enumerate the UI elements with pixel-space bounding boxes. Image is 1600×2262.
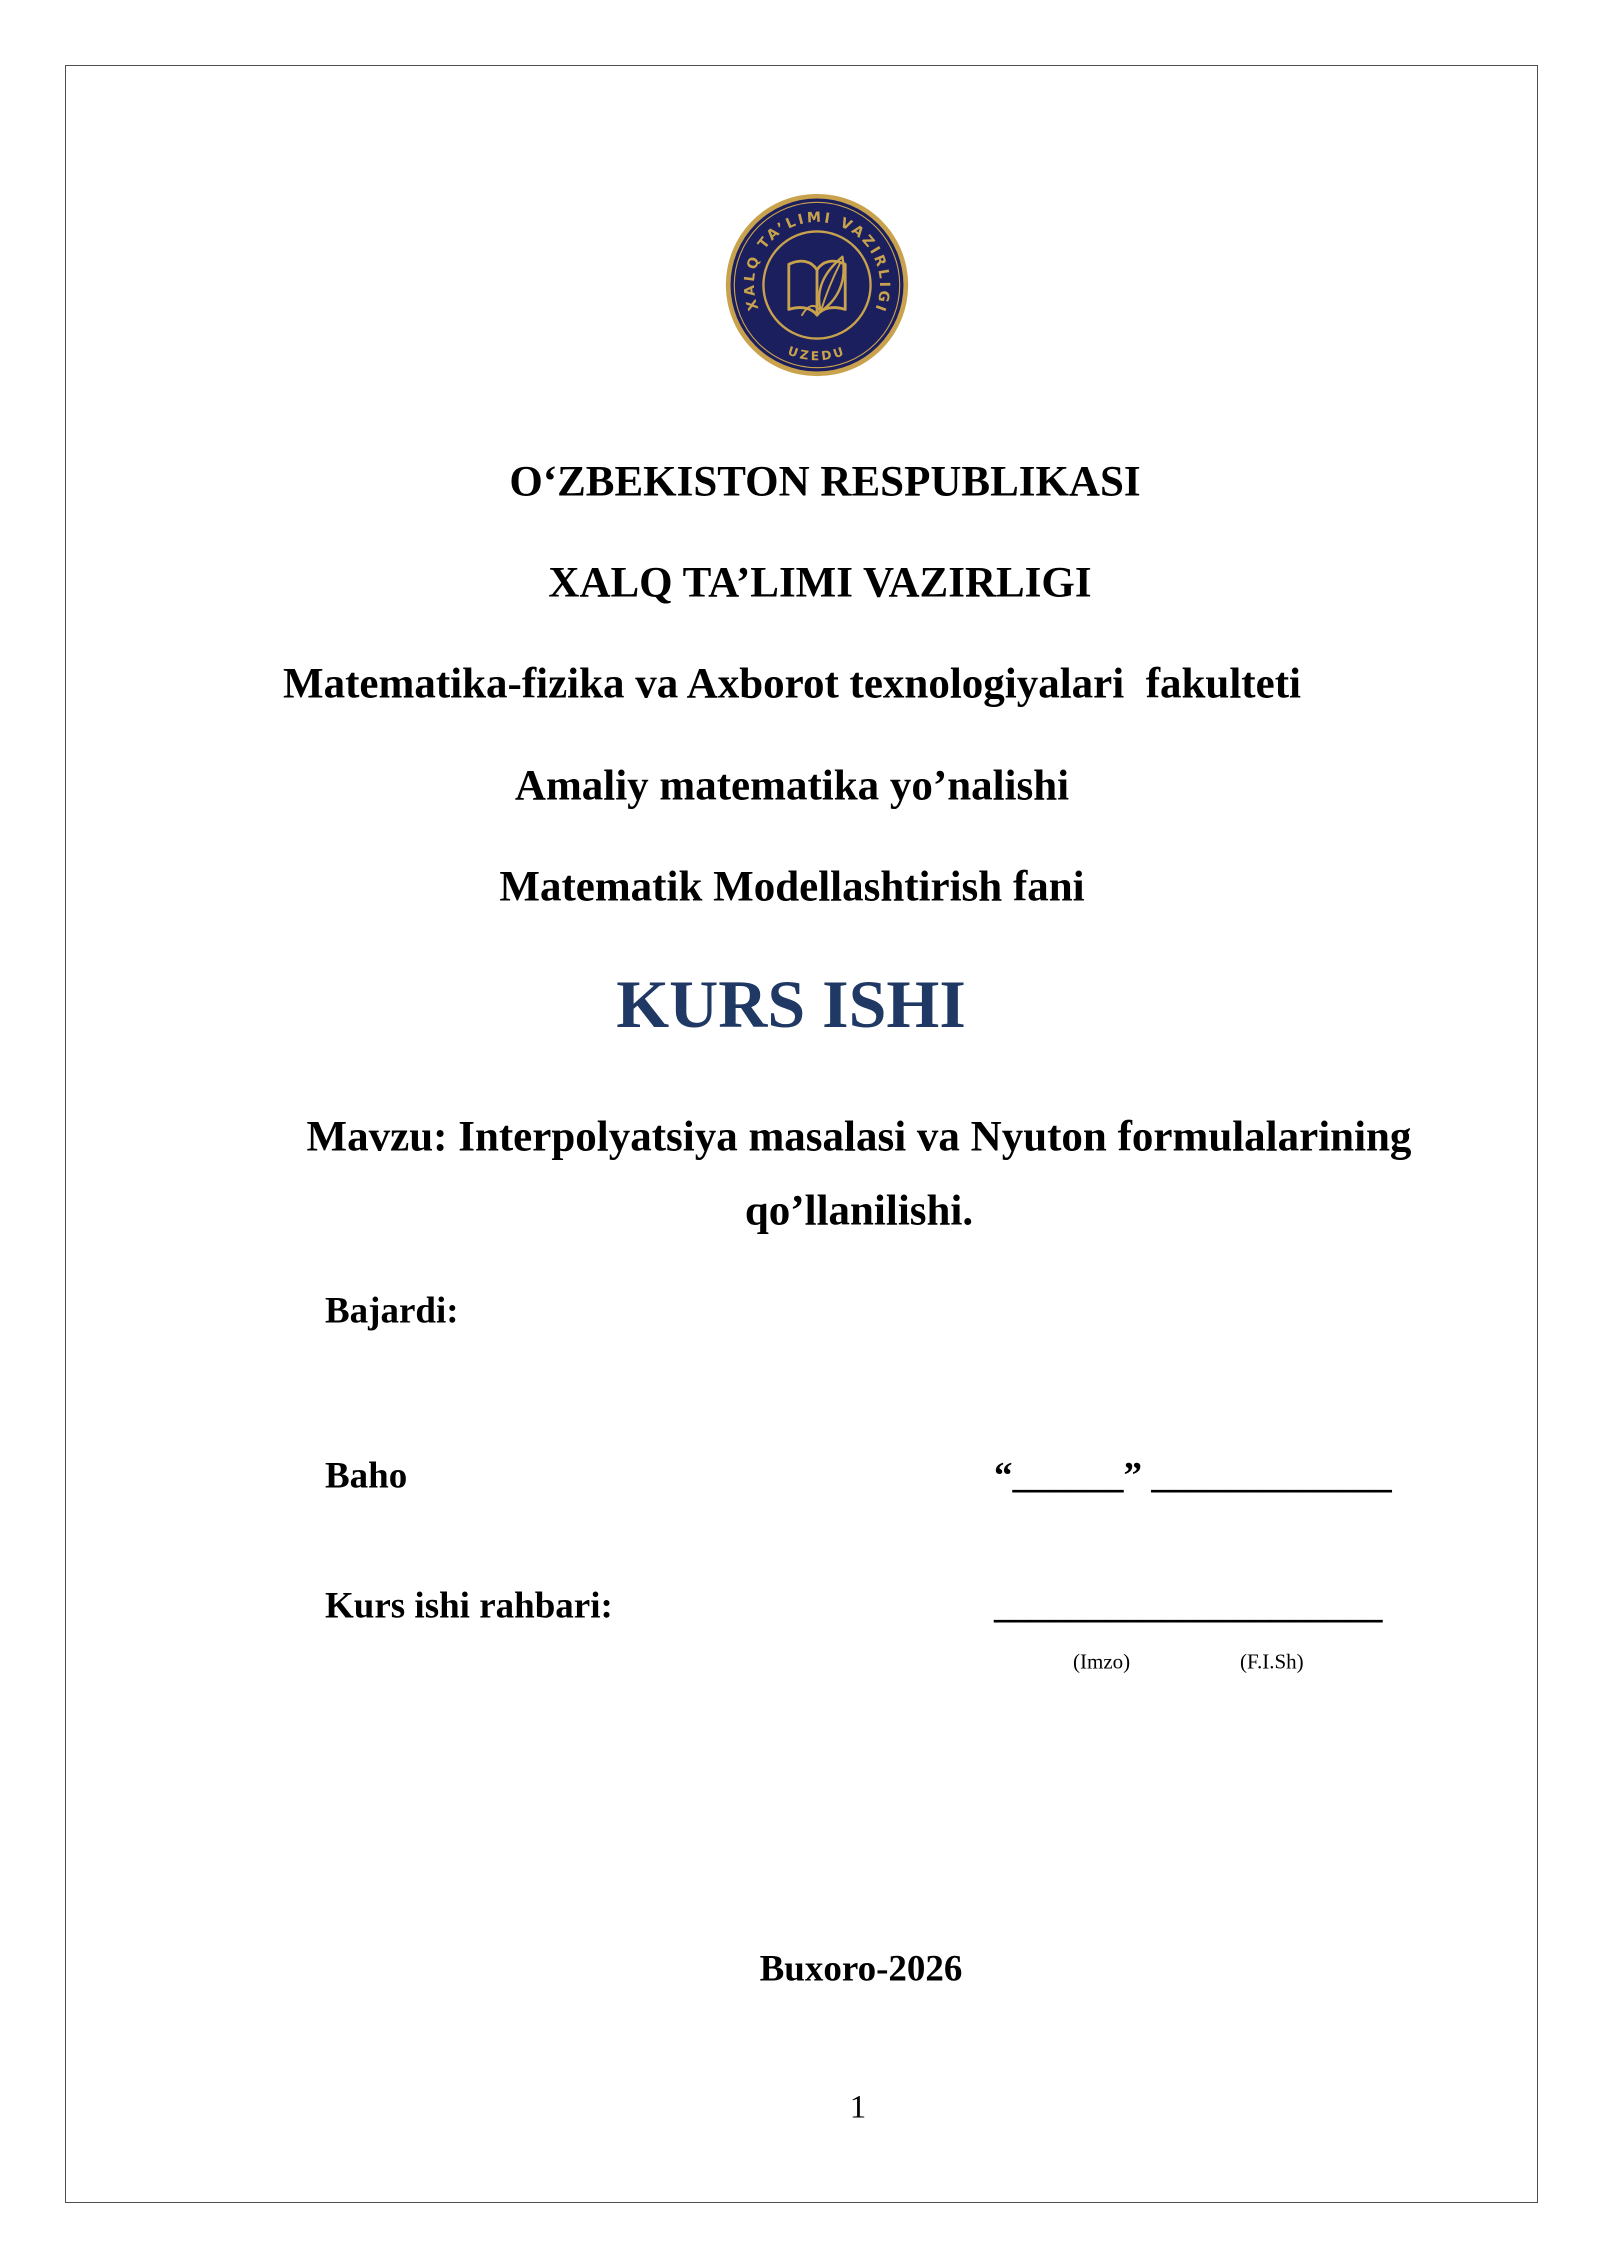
seal-bottom-text: UZEDU xyxy=(786,343,848,364)
topic-line-2: qo’llanilishi. xyxy=(744,1187,974,1235)
signature-caption: (Imzo) xyxy=(1073,1649,1131,1674)
faculty-heading: Matematika-fizika va Axborot texnologiyalari fakulteti xyxy=(283,660,1301,708)
country-heading: O‘ZBEKISTON RESPUBLIKASI xyxy=(509,458,1141,506)
subject-heading: Matematik Modellashtirish fani xyxy=(499,863,1085,911)
ministry-seal-logo xyxy=(723,191,911,379)
city-year: Buxoro-2026 xyxy=(759,1948,963,1990)
performed-by-label: Bajardi: xyxy=(325,1290,459,1332)
direction-heading: Amaliy matematika yo’nalishi xyxy=(514,762,1070,810)
topic-line-1: Mavzu: Interpolyatsiya masalasi va Nyuton formulalarining xyxy=(306,1113,1412,1161)
signature-blank-line: _____________________ xyxy=(994,1585,1383,1627)
supervisor-label: Kurs ishi rahbari: xyxy=(325,1585,613,1627)
grade-blank-line: “______” _____________ xyxy=(994,1455,1392,1497)
ministry-heading: XALQ TA’LIMI VAZIRLIGI xyxy=(548,559,1092,607)
document-title: KURS ISHI xyxy=(616,966,966,1042)
grade-label: Baho xyxy=(325,1455,408,1497)
name-caption: (F.I.Sh) xyxy=(1240,1649,1304,1674)
page-number: 1 xyxy=(849,2089,867,2126)
seal-ring-text: XALQ TA’LIMI VAZIRLIGI xyxy=(741,209,893,313)
